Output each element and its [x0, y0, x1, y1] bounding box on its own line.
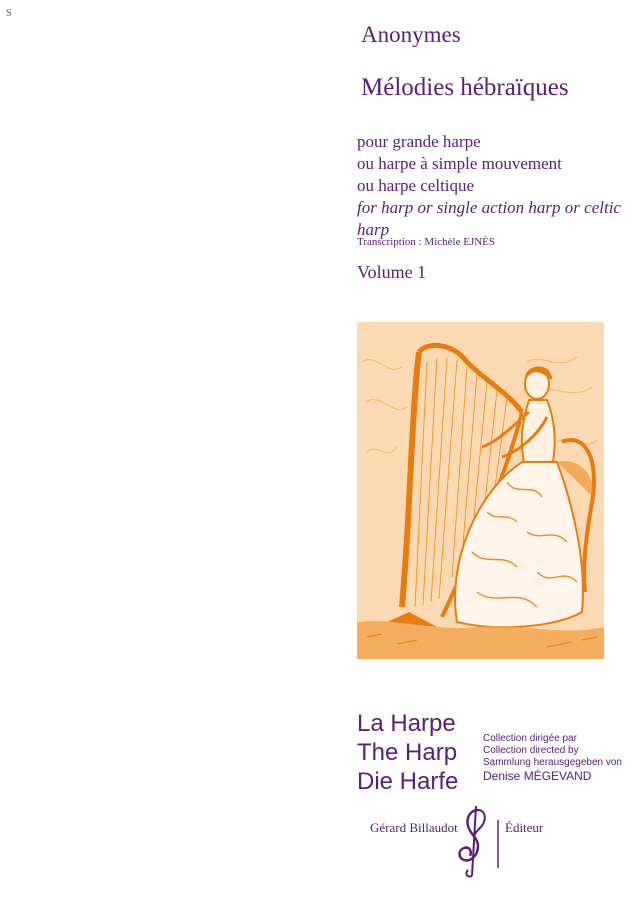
series-title-en: The Harp	[357, 739, 458, 766]
publisher-role: Éditeur	[505, 820, 544, 835]
collection-director: Denise MÉGEVAND	[483, 769, 592, 783]
collection-fr: Collection dirigée par	[483, 733, 577, 744]
series-title-fr: La Harpe	[357, 710, 456, 737]
series-title	[357, 709, 458, 796]
publisher-name: Gérard Billaudot	[370, 820, 458, 835]
collection-en: Collection directed by	[483, 745, 579, 756]
instrumentation-line-2: ou harpe à simple mouvement	[357, 154, 562, 173]
harpist-illustration	[357, 322, 604, 659]
instrumentation-block	[357, 131, 640, 241]
series-title-de: Die Harfe	[357, 768, 459, 795]
volume-label: Volume 1	[357, 262, 427, 282]
composer-name: Anonymes	[361, 22, 461, 47]
page-title: Mélodies hébraïques	[361, 74, 569, 101]
instrumentation-line-1: pour grande harpe	[357, 132, 481, 151]
transcription-credit: Transcription : Michèle EJNÈS	[357, 236, 495, 248]
collection-de: Sammlung herausgegeben von	[483, 757, 622, 768]
corner-mark: S	[6, 8, 12, 19]
instrumentation-english: for harp or single action harp or celtic harp	[357, 198, 621, 239]
harpist-drawing	[357, 322, 604, 659]
instrumentation-line-3: ou harpe celtique	[357, 176, 475, 195]
publisher-logo	[450, 802, 500, 880]
collection-credit	[483, 733, 622, 782]
